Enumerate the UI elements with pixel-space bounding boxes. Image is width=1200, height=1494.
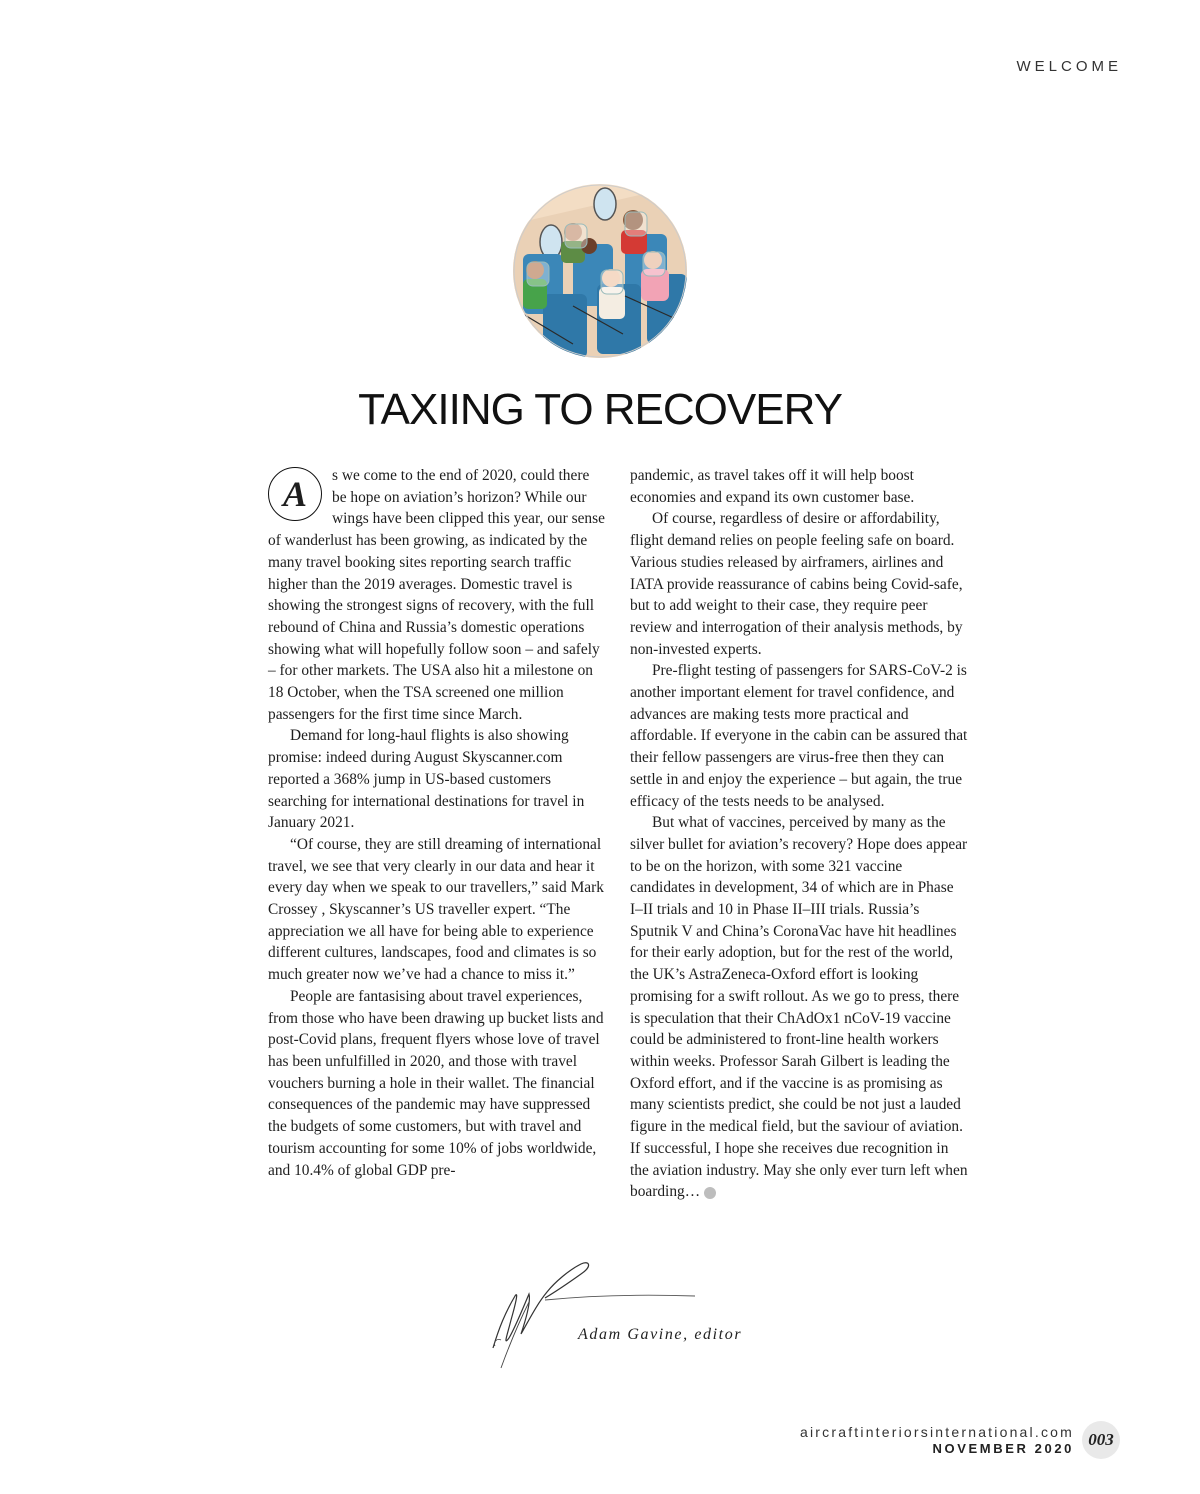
article-paragraph: “Of course, they are still dreaming of international travel, we see that very clearly in our data and hear it every day when we speak to our travellers,” said Mark Crossey , Skyscanner’s US traveller expert. “The appreciation we all have for being able to experience different cultures, landscapes, food and climates is so much greater now we’ve had a chance to miss it.” [268,835,604,984]
drop-cap-letter: A [268,467,322,521]
signature-caption: Adam Gavine, editor [578,1326,743,1343]
editor-signature [485,1258,705,1373]
article-column-2 [630,465,968,1255]
drop-cap [268,467,324,523]
article-paragraph: pandemic, as travel takes off it will help boost economies and expand its own customer base. [630,467,915,506]
article-paragraph: Pre-flight testing of passengers for SARS-CoV-2 is another important element for travel confidence, and advances are making tests more practical and affordable. If everyone in the cabin can be assured that their fellow passengers are virus-free then they can settle in and enjoy the experience – but again, the true efficacy of the tests needs to be analysed. [630,662,968,810]
article-headline: TAXIING TO RECOVERY [358,385,842,434]
section-label: WELCOME [1016,58,1122,75]
article-paragraph: s we come to the end of 2020, could there be hope on aviation’s horizon? While our wings have been clipped this year, our sense of wanderlust has been growing, as indicated by the many travel booking sites reporting search traffic higher than the 2019 averages. Domestic travel is showing the strongest signs of recovery, with the full rebound of China and Russia’s domestic operations showing what will hopefully follow soon – and safely – for other markets. The USA also hit a milestone on 18 October, when the TSA screened one million passengers for the first time since March. [268,467,605,723]
footer-website: aircraftinteriorsinternational.com [800,1424,1074,1440]
article-paragraph: Of course, regardless of desire or affordability, flight demand relies on people feeling safe on board. Various studies released by airframers, airlines and IATA provide reassurance of cabins being Covid-safe, but to add weight to their case, they require peer review and interrogation of their analysis methods, by non-invested experts. [630,510,963,658]
page-number: 003 [1082,1421,1120,1459]
article-paragraph [630,812,968,1203]
end-of-article-icon: ✕ [704,1187,716,1199]
article-paragraph-text: But what of vaccines, perceived by many as the silver bullet for aviation’s recovery? Hope does appear to be on the horizon, with some 321 vaccine candidates in development, 34 of which are in Phase I–II trials and 10 in Phase II–III trials. Russia’s Sputnik V and China’s CoronaVac have hit headlines for their early adoption, but for the rest of the world, the UK’s AstraZeneca-Oxford effort is looking promising for a swift rollout. As we go to press, there is speculation that their ChAdOx1 nCoV-19 vaccine could be administered to front-line health workers within weeks. Professor Sarah Gilbert is leading the Oxford effort, and if the vaccine is as promising as many scientists predict, she could be not just a lauded figure in the medical field, but the saviour of aviation. If successful, I hope she receives due recognition in the aviation industry. May she only ever turn left when boarding… [630,814,968,1201]
article-paragraph: People are fantasising about travel experiences, from those who have been drawing up bucket lists and post-Covid plans, frequent flyers whose love of travel has been unfulfilled in 2020, and those with travel vouchers burning a hole in their wallet. The financial consequences of the pandemic may have suppressed the budgets of some customers, but with travel and tourism accounting for some 10% of jobs worldwide, and 10.4% of global GDP pre- [268,987,604,1179]
article-column-1 [268,465,606,1255]
article-body [268,465,968,1255]
footer-issue-date: NOVEMBER 2020 [932,1441,1074,1456]
article-paragraph: Demand for long-haul flights is also showing promise: indeed during August Skyscanner.com reported a 368% jump in US-based customers searching for international destinations for travel in January 2021. [268,727,585,832]
airplane-cabin-illustration [513,184,687,358]
